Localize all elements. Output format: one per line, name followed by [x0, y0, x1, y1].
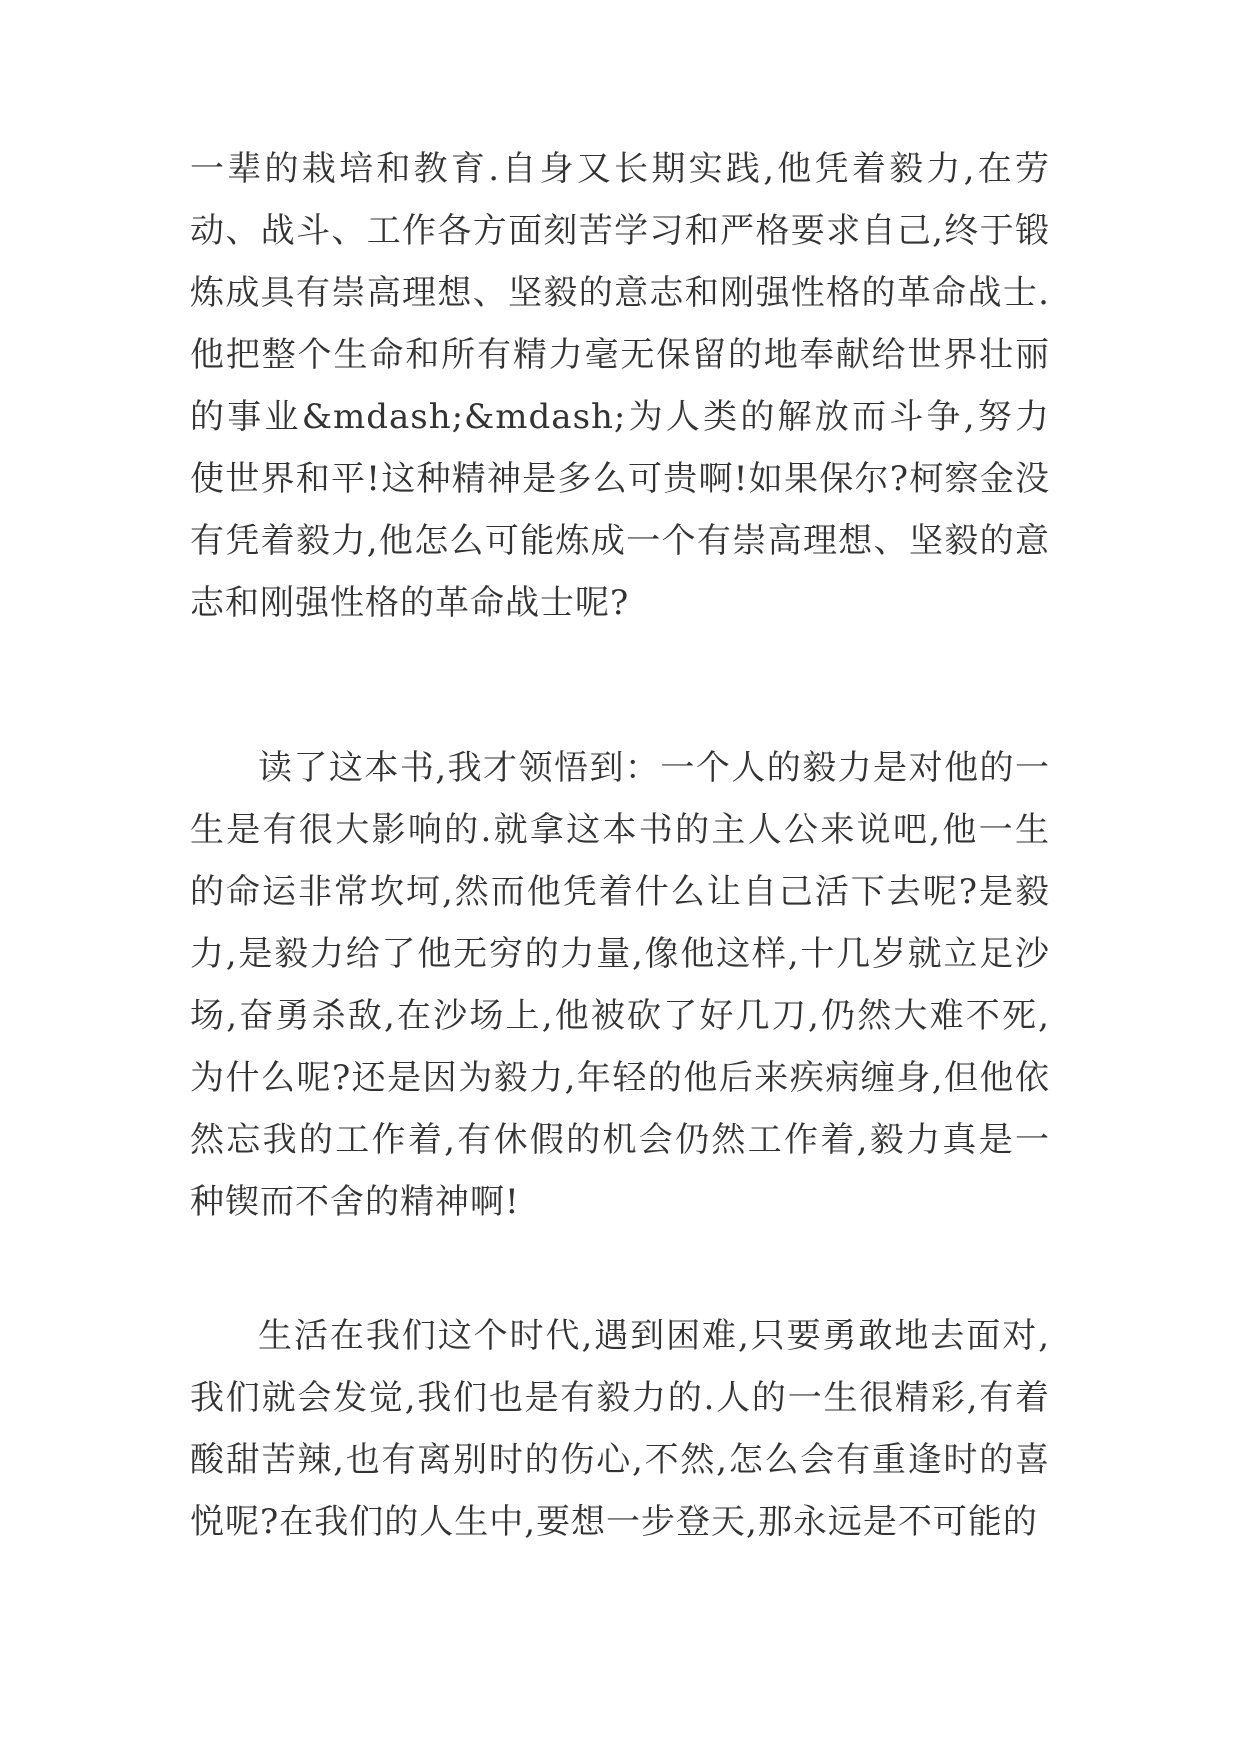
paragraph-3: 生活在我们这个时代,遇到困难,只要勇敢地去面对,我们就会发觉,我们也是有毅力的.人的一生很精彩,有着酸甜苦辣,也有离别时的伤心,不然,怎么会有重逢时的喜悦呢?在我们的人生中,要想一步登天,那永远是不可能的 — [190, 1316, 1050, 1542]
paragraph-1: 一辈的栽培和教育.自身又长期实践,他凭着毅力,在劳动、战斗、工作各方面刻苦学习和严格要求自己,终于锻炼成具有崇高理想、坚毅的意志和刚强性格的革命战士.他把整个生命和所有精力毫无保留的地奉献给世界壮丽的事业&mdash;&mdash;为人类的解放而斗争,努力使世界和平!这种精神是多么可贵啊!如果保尔?柯察金没有凭着毅力,他怎么可能炼成一个有崇高理想、坚毅的意志和刚强性格的革命战士呢? — [190, 149, 1050, 623]
paragraph-2: 读了这本书,我才领悟到：一个人的毅力是对他的一生是有很大影响的.就拿这本书的主人公来说吧,他一生的命运非常坎坷,然而他凭着什么让自己活下去呢?是毅力,是毅力给了他无穷的力量,像他这样,十几岁就立足沙场,奋勇杀敌,在沙场上,他被砍了好几刀,仍然大难不死,为什么呢?还是因为毅力,年轻的他后来疾病缠身,但他依然忘我的工作着,有休假的机会仍然工作着,毅力真是一种锲而不舍的精神啊! — [190, 748, 1050, 1222]
